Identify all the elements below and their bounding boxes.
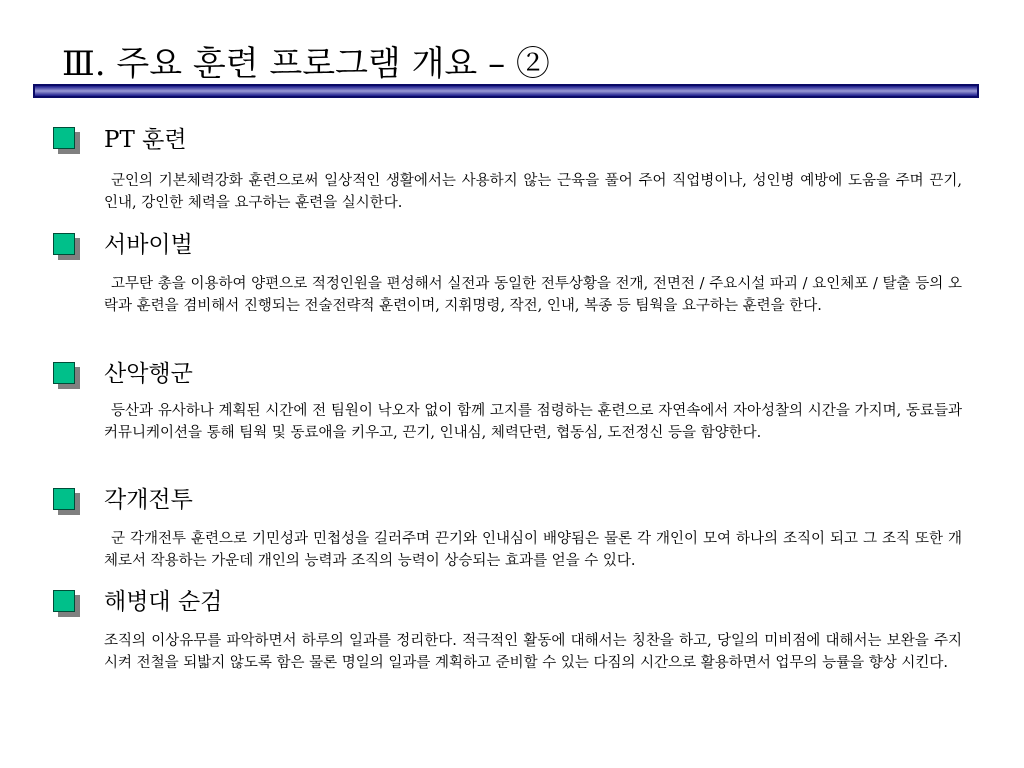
section-heading-marine-inspection: 해병대 순검 [104, 589, 223, 615]
bullet-square-icon [53, 127, 75, 149]
section-heading-survival: 서바이벌 [104, 232, 193, 258]
page-title: Ⅲ. 주요 훈련 프로그램 개요 – ② [62, 44, 550, 84]
section-heading-mountain-march: 산악행군 [104, 361, 193, 387]
title-underline-bar [33, 84, 979, 98]
section-body-individual-combat: 군 각개전투 훈련으로 기민성과 민첩성을 길러주며 끈기와 인내심이 배양됨은 물론 각 개인이 모여 하나의 조직이 되고 그 조직 또한 개체로서 작용하는 가운데 개인의 능력과 조직의 능력이 상승되는 효과를 얻을 수 있다. [104, 531, 962, 569]
section-body-pt: 군인의 기본체력강화 훈련으로써 일상적인 생활에서는 사용하지 않는 근육을 풀어 주어 직업병이나, 성인병 예방에 도움을 주며 끈기, 인내, 강인한 체력을 요구하는 훈련을 실시한다. [104, 173, 962, 211]
section-heading-pt: PT 훈련 [104, 127, 187, 153]
bullet-square-icon [53, 233, 75, 255]
bullet-square-icon [53, 488, 75, 510]
section-heading-individual-combat: 각개전투 [104, 487, 193, 513]
bullet-square-icon [53, 362, 75, 384]
section-body-survival: 고무탄 총을 이용하여 양편으로 적정인원을 편성해서 실전과 동일한 전투상황을 전개, 전면전 / 주요시설 파괴 / 요인체포 / 탈출 등의 오락과 훈련을 겸비해서 진행되는 전술전략적 훈련이며, 지휘명령, 작전, 인내, 복종 등 팀웍을 요구하는 훈련을 한다. [104, 276, 962, 314]
bullet-square-icon [53, 590, 75, 612]
section-body-mountain-march: 등산과 유사하나 계획된 시간에 전 팀원이 낙오자 없이 함께 고지를 점령하는 훈련으로 자연속에서 자아성찰의 시간을 가지며, 동료들과 커뮤니케이션을 통해 팀웍 및 동료애을 키우고, 끈기, 인내심, 체력단련, 협동심, 도전정신 등을 함양한다. [104, 403, 962, 441]
section-body-marine-inspection: 조직의 이상유무를 파악하면서 하루의 일과를 정리한다. 적극적인 활동에 대해서는 칭찬을 하고, 당일의 미비점에 대해서는 보완을 주지시켜 전철을 되밟지 않도록 함은 물론 명일의 일과를 계획하고 준비할 수 있는 다짐의 시간으로 활용하면서 업무의 능률을 향상 시킨다. [104, 633, 962, 671]
